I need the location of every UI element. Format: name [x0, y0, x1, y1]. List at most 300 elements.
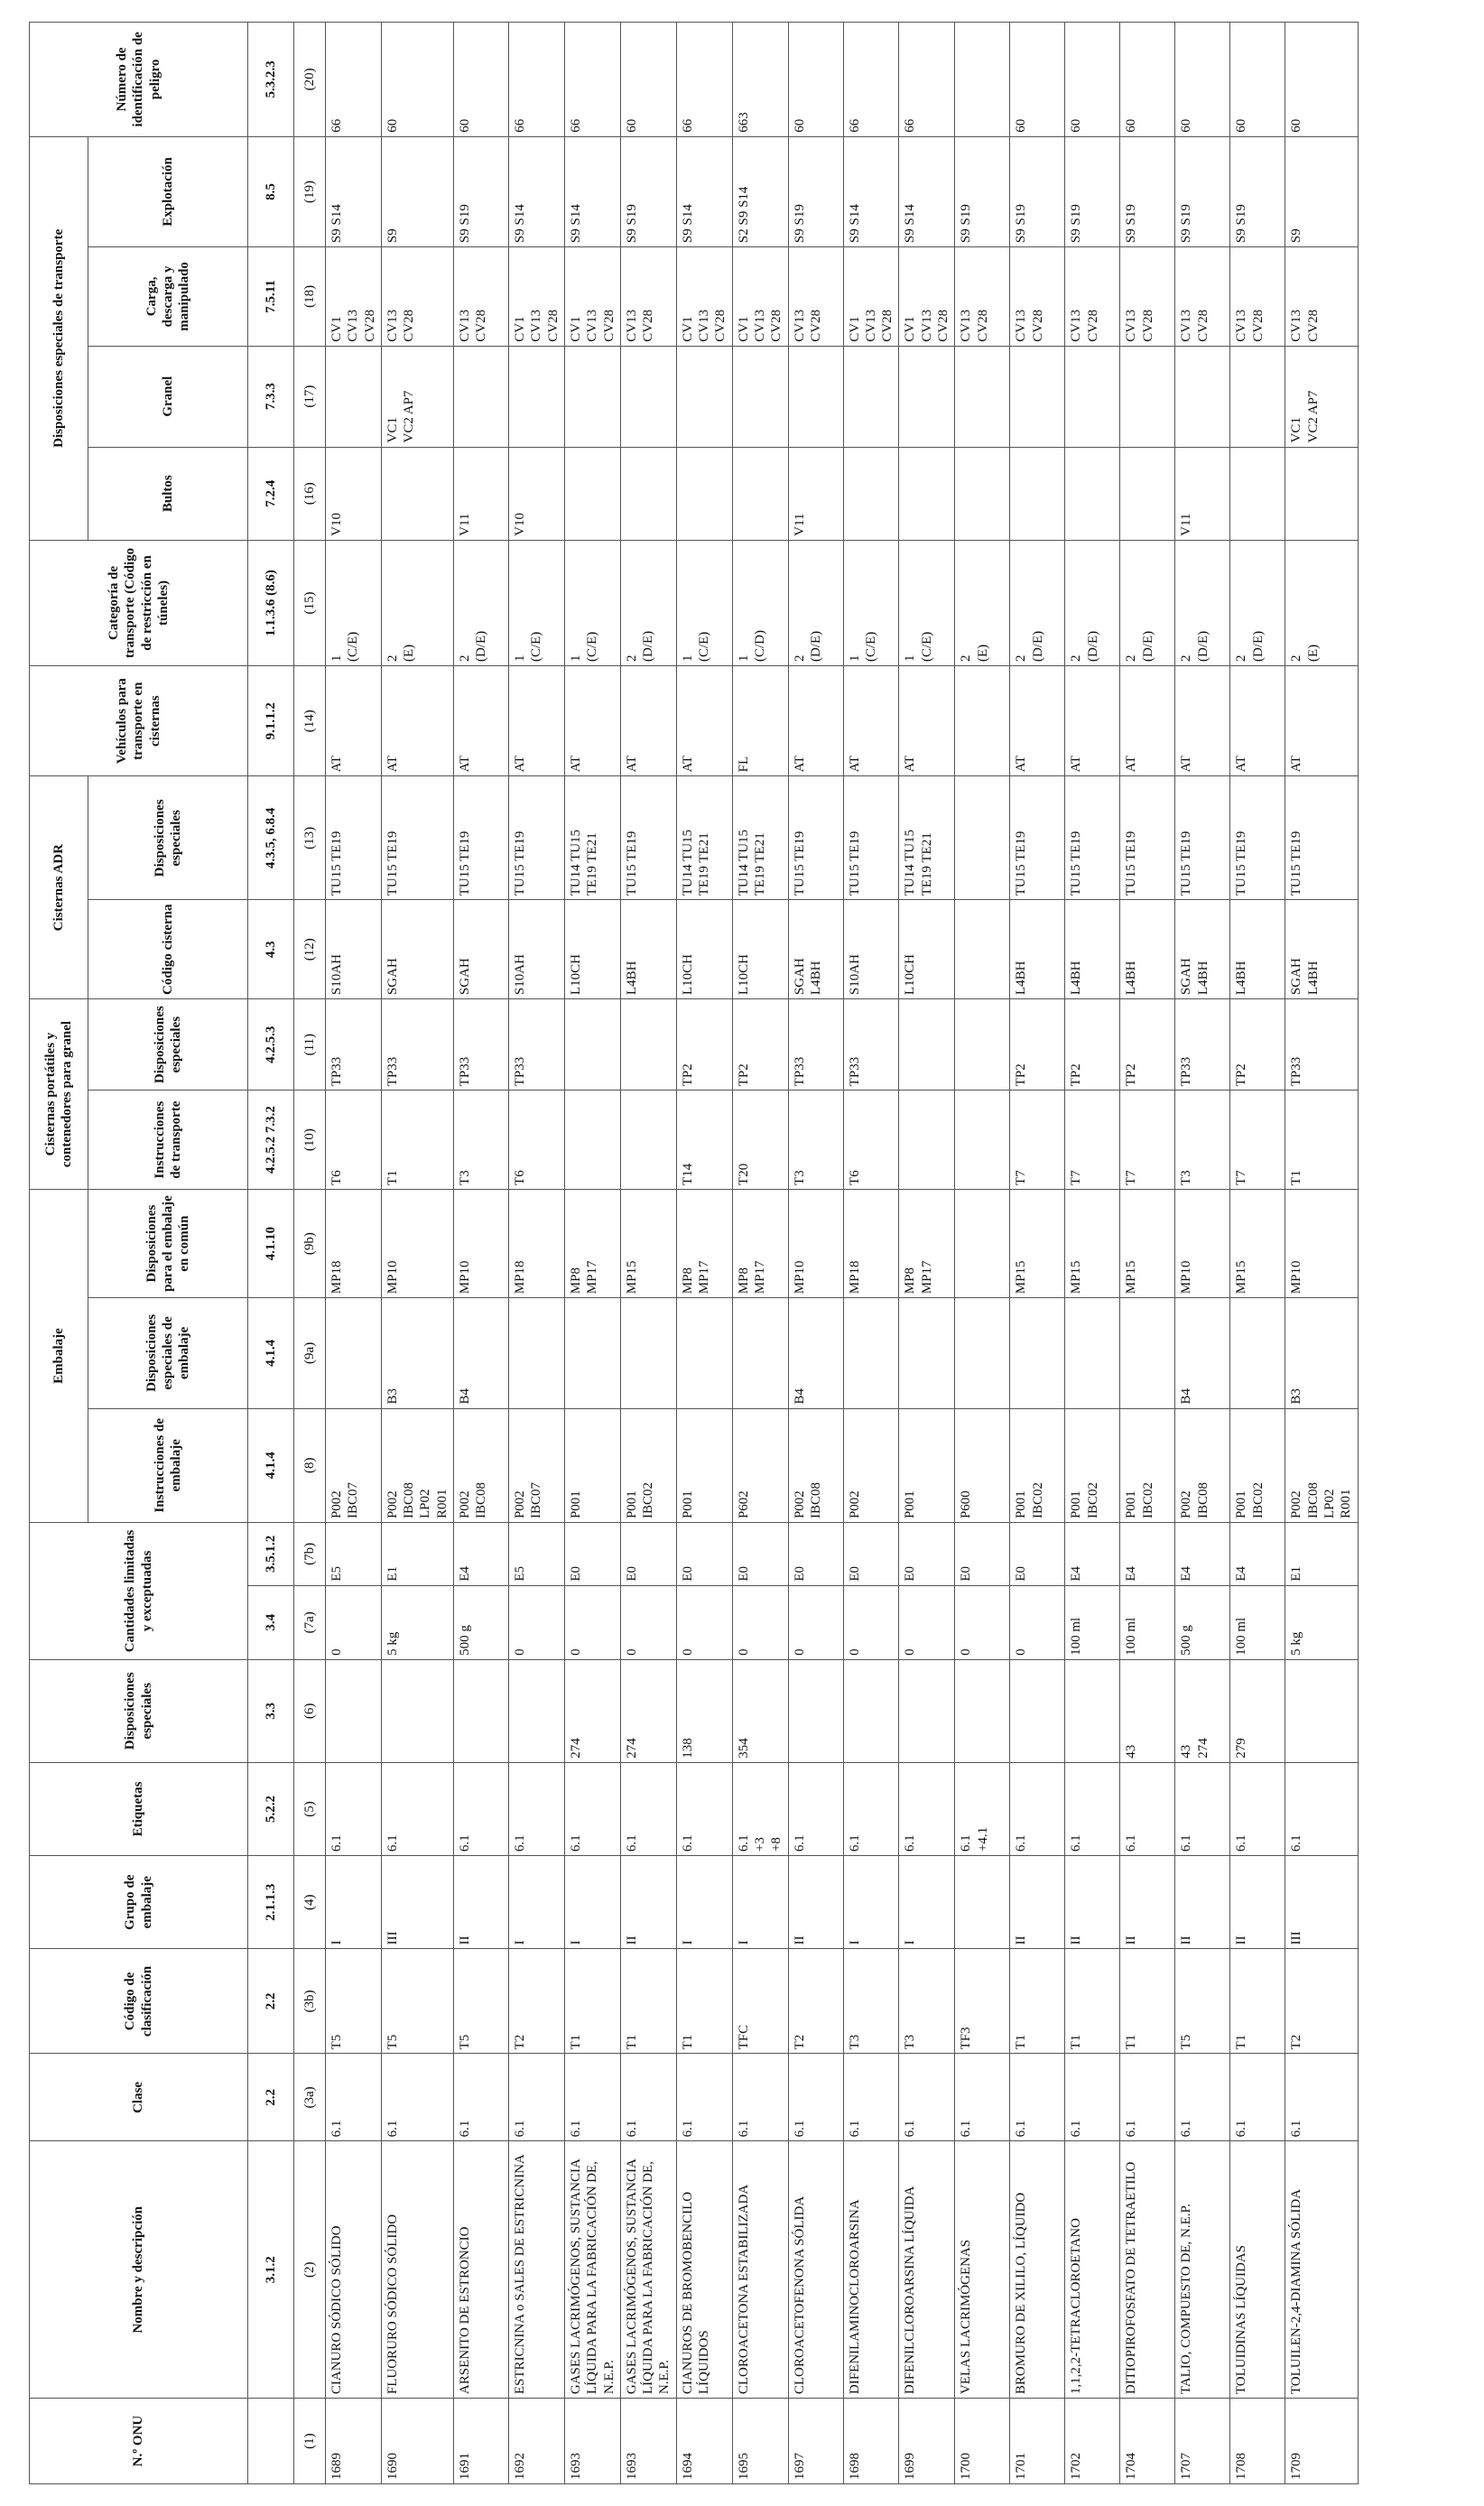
table-cell: T3 — [454, 1091, 509, 1190]
col-header-hin: Número de identificación de peligro — [30, 23, 248, 137]
table-row — [454, 23, 509, 2484]
table-cell: B4 — [788, 1298, 843, 1408]
col-header-pi: Instrucciones de embalaje — [88, 1408, 248, 1523]
column-number-cell: (7b) — [294, 1523, 326, 1586]
table-cell: GASES LACRIMÓGENOS, SUSTANCIA LÍQUIDA PARA LA FABRICACIÓN DE, N.E.P. — [620, 2141, 676, 2399]
table-cell — [564, 1298, 620, 1408]
table-cell: II — [454, 1856, 509, 1949]
col-header-vehicle: Vehículos para transporte en cisternas — [30, 666, 248, 776]
table-cell: II — [620, 1856, 676, 1949]
table-cell: B4 — [1175, 1298, 1230, 1408]
table-cell: 6.1 — [564, 2054, 620, 2141]
table-cell: 2 (D/E) — [1230, 540, 1285, 665]
table-cell — [676, 447, 732, 540]
table-cell: S9 S14 — [676, 136, 732, 246]
table-cell: T5 — [326, 1949, 382, 2054]
table-cell — [1065, 346, 1120, 447]
table-cell: AT — [381, 666, 453, 776]
column-number-cell: (9a) — [294, 1298, 326, 1408]
table-row — [676, 23, 732, 2484]
table-row — [509, 23, 565, 2484]
table-cell — [732, 1298, 788, 1408]
table-cell: T20 — [732, 1091, 788, 1190]
table-cell: AT — [1230, 666, 1285, 776]
table-cell — [1230, 1298, 1285, 1408]
table-cell — [1285, 447, 1358, 540]
table-cell: 1697 — [788, 2399, 843, 2484]
table-cell: T7 — [1230, 1091, 1285, 1190]
table-cell: L4BH — [1120, 900, 1175, 999]
table-cell: II — [1010, 1856, 1065, 1949]
table-cell: CLOROACETONA ESTABILIZADA — [732, 2141, 788, 2399]
col-header-packages: Bultos — [88, 447, 248, 540]
table-cell: S9 S19 — [454, 136, 509, 246]
table-cell: V10 — [509, 447, 565, 540]
table-cell: 2 (E) — [381, 540, 453, 665]
table-cell: 6.1 — [1120, 1762, 1175, 1855]
table-cell: I — [509, 1856, 565, 1949]
table-cell: 2 (D/E) — [1120, 540, 1175, 665]
reference-cell: 9.1.1.2 — [248, 666, 294, 776]
table-cell: 1707 — [1175, 2399, 1230, 2484]
table-cell: FL — [732, 666, 788, 776]
column-number-cell: (4) — [294, 1856, 326, 1949]
table-cell: AT — [1010, 666, 1065, 776]
column-number-cell: (8) — [294, 1408, 326, 1523]
table-cell: L4BH — [620, 900, 676, 999]
table-cell: ESTRICNINA o SALES DE ESTRICNINA — [509, 2141, 565, 2399]
column-number-cell: (17) — [294, 346, 326, 447]
reference-cell: 2.1.1.3 — [248, 1856, 294, 1949]
table-cell: 6.1 +4.1 — [955, 1762, 1010, 1855]
table-cell — [788, 346, 843, 447]
table-cell: CV13 CV28 — [1065, 247, 1120, 347]
table-cell — [509, 346, 565, 447]
table-cell — [326, 346, 382, 447]
table-cell: I — [676, 1856, 732, 1949]
col-header-un: N.º ONU — [30, 2399, 248, 2484]
table-cell: T6 — [326, 1091, 382, 1190]
table-cell — [1120, 1298, 1175, 1408]
table-cell: 60 — [1230, 23, 1285, 137]
col-header-spp: Disposiciones especiales de embalaje — [88, 1298, 248, 1408]
table-cell — [564, 999, 620, 1091]
table-cell: S9 S19 — [1065, 136, 1120, 246]
table-cell — [955, 23, 1010, 137]
table-cell: E5 — [326, 1523, 382, 1586]
table-cell — [509, 1298, 565, 1408]
table-cell: 100 ml — [1065, 1585, 1120, 1659]
table-cell: 6.1 — [1120, 2054, 1175, 2141]
table-cell: 6.1 — [1010, 1762, 1065, 1855]
column-number-cell: (15) — [294, 540, 326, 665]
table-cell: 66 — [676, 23, 732, 137]
table-cell — [620, 1091, 676, 1190]
table-cell: TFC — [732, 1949, 788, 2054]
table-cell: CV1 CV13 CV28 — [509, 247, 565, 347]
table-cell: 1693 — [620, 2399, 676, 2484]
table-cell: 274 — [564, 1659, 620, 1762]
column-number-cell: (18) — [294, 247, 326, 347]
table-cell: P001 — [564, 1408, 620, 1523]
table-cell: 6.1 — [326, 2054, 382, 2141]
table-cell: 0 — [955, 1585, 1010, 1659]
table-cell: TU15 TE19 — [1010, 776, 1065, 900]
table-cell: MP15 — [620, 1189, 676, 1297]
col-header-tank-sp: Disposiciones especiales — [88, 776, 248, 900]
reference-cell: 2.2 — [248, 1949, 294, 2054]
table-cell: 2 (D/E) — [788, 540, 843, 665]
table-cell: 1 (C/E) — [843, 540, 899, 665]
reference-cell: 8.5 — [248, 136, 294, 246]
col-header-lq: Cantidades limitadas y exceptuadas — [30, 1523, 248, 1660]
table-cell — [564, 1091, 620, 1190]
table-cell — [1065, 447, 1120, 540]
group-header-packaging: Embalaje — [30, 1189, 88, 1522]
table-cell: 6.1 — [381, 2054, 453, 2141]
table-cell — [732, 447, 788, 540]
table-cell: 2 (E) — [955, 540, 1010, 665]
table-cell: V11 — [788, 447, 843, 540]
table-cell: B3 — [1285, 1298, 1358, 1408]
table-cell: 1708 — [1230, 2399, 1285, 2484]
table-cell: I — [732, 1856, 788, 1949]
table-cell — [1065, 1298, 1120, 1408]
table-cell: 1 (C/D) — [732, 540, 788, 665]
column-number-cell: (19) — [294, 136, 326, 246]
table-cell: S9 — [1285, 136, 1358, 246]
table-cell — [1065, 1659, 1120, 1762]
table-cell: 5 kg — [381, 1585, 453, 1659]
table-cell: 60 — [454, 23, 509, 137]
table-cell: L4BH — [1010, 900, 1065, 999]
table-cell: II — [1120, 1856, 1175, 1949]
table-cell: 60 — [788, 23, 843, 137]
table-cell: 1 (C/E) — [326, 540, 382, 665]
col-header-sp: Disposiciones especiales — [30, 1659, 248, 1762]
table-cell: 60 — [381, 23, 453, 137]
table-cell: T1 — [1120, 1949, 1175, 2054]
table-cell: 6.1 — [788, 2054, 843, 2141]
table-cell: ARSENITO DE ESTRONCIO — [454, 2141, 509, 2399]
table-cell — [1120, 447, 1175, 540]
table-cell: L10CH — [564, 900, 620, 999]
table-cell: 60 — [620, 23, 676, 137]
table-cell: T3 — [843, 1949, 899, 2054]
table-cell: CV13 CV28 — [1120, 247, 1175, 347]
col-header-name: Nombre y descripción — [30, 2141, 248, 2399]
table-cell: T2 — [1285, 1949, 1358, 2054]
table-cell: 1704 — [1120, 2399, 1175, 2484]
table-cell: E4 — [454, 1523, 509, 1586]
table-cell: FLUORURO SÓDICO SÓLIDO — [381, 2141, 453, 2399]
table-cell: T5 — [381, 1949, 453, 2054]
table-body — [326, 23, 1359, 2484]
table-cell: E0 — [676, 1523, 732, 1586]
table-cell — [509, 1659, 565, 1762]
table-cell: 60 — [1010, 23, 1065, 137]
table-cell: S9 S19 — [1120, 136, 1175, 246]
table-cell: L4BH — [1065, 900, 1120, 999]
table-cell: III — [1285, 1856, 1358, 1949]
table-cell: CV13 CV28 — [620, 247, 676, 347]
table-cell: 6.1 — [1285, 1762, 1358, 1855]
table-cell — [843, 346, 899, 447]
table-cell: T6 — [843, 1091, 899, 1190]
table-row — [955, 23, 1010, 2484]
table-cell: T2 — [788, 1949, 843, 2054]
table-cell — [955, 1856, 1010, 1949]
table-cell: 354 — [732, 1659, 788, 1762]
column-number-cell: (10) — [294, 1091, 326, 1190]
table-cell: AT — [1120, 666, 1175, 776]
table-cell: 66 — [326, 23, 382, 137]
reference-cell: 5.3.2.3 — [248, 23, 294, 137]
table-cell: TP33 — [788, 999, 843, 1091]
table-cell: S9 S14 — [899, 136, 955, 246]
table-cell: MP8 MP17 — [564, 1189, 620, 1297]
table-cell: MP10 — [454, 1189, 509, 1297]
table-cell: P001 IBC02 — [1120, 1408, 1175, 1523]
col-header-mixed: Disposiciones para el embalaje en común — [88, 1189, 248, 1297]
table-cell: S9 S19 — [955, 136, 1010, 246]
table-row — [1175, 23, 1230, 2484]
table-cell: AT — [620, 666, 676, 776]
table-cell: TP2 — [1230, 999, 1285, 1091]
table-cell: MP8 MP17 — [676, 1189, 732, 1297]
table-cell: TF3 — [955, 1949, 1010, 2054]
table-cell: 6.1 — [381, 1762, 453, 1855]
table-cell: DIFENILCLOROARSINA LÍQUIDA — [899, 2141, 955, 2399]
table-cell — [1230, 346, 1285, 447]
group-header-adr: Cisternas ADR — [30, 776, 88, 999]
table-cell: 6.1 — [955, 2054, 1010, 2141]
table-cell: E0 — [843, 1523, 899, 1586]
table-cell — [955, 1298, 1010, 1408]
table-cell: P001 IBC02 — [620, 1408, 676, 1523]
table-cell: TP2 — [1010, 999, 1065, 1091]
table-cell — [381, 447, 453, 540]
reference-cell: 3.3 — [248, 1659, 294, 1762]
table-cell: T3 — [899, 1949, 955, 2054]
table-cell — [899, 447, 955, 540]
table-cell: TU15 TE19 — [620, 776, 676, 900]
table-cell: 1692 — [509, 2399, 565, 2484]
table-cell: TOLUILEN-2,4-DIAMINA SÓLIDA — [1285, 2141, 1358, 2399]
table-cell: 1 (C/E) — [899, 540, 955, 665]
reference-cell: 3.5.1.2 — [248, 1523, 294, 1586]
table-cell — [381, 1659, 453, 1762]
table-cell — [955, 900, 1010, 999]
table-cell: TP33 — [454, 999, 509, 1091]
table-cell: SGAH L4BH — [1285, 900, 1358, 999]
table-cell: V11 — [1175, 447, 1230, 540]
table-cell: 66 — [899, 23, 955, 137]
table-cell: AT — [843, 666, 899, 776]
table-cell — [955, 776, 1010, 900]
table-cell: 1690 — [381, 2399, 453, 2484]
table-cell: 2 (D/E) — [1175, 540, 1230, 665]
table-cell: MP8 MP17 — [732, 1189, 788, 1297]
table-cell: AT — [326, 666, 382, 776]
table-cell: MP10 — [1285, 1189, 1358, 1297]
table-cell — [843, 447, 899, 540]
column-number-row — [294, 23, 326, 2484]
table-cell: TP33 — [381, 999, 453, 1091]
table-cell: S9 S19 — [1010, 136, 1065, 246]
table-cell: 60 — [1065, 23, 1120, 137]
table-cell: 6.1 — [1230, 1762, 1285, 1855]
table-cell — [899, 1298, 955, 1408]
table-cell — [955, 447, 1010, 540]
table-cell — [1010, 1659, 1065, 1762]
table-cell: SGAH L4BH — [1175, 900, 1230, 999]
table-cell — [955, 1659, 1010, 1762]
table-cell: 1698 — [843, 2399, 899, 2484]
column-number-cell: (11) — [294, 999, 326, 1091]
table-row — [1120, 23, 1175, 2484]
column-number-cell: (1) — [294, 2399, 326, 2484]
table-cell — [620, 1298, 676, 1408]
table-cell: 0 — [843, 1585, 899, 1659]
table-cell: T6 — [509, 1091, 565, 1190]
table-cell: S2 S9 S14 — [732, 136, 788, 246]
table-cell — [955, 666, 1010, 776]
table-cell: 663 — [732, 23, 788, 137]
table-cell — [326, 1298, 382, 1408]
table-cell: TP2 — [1065, 999, 1120, 1091]
table-cell: 0 — [676, 1585, 732, 1659]
table-cell: 500 g — [454, 1585, 509, 1659]
reference-cell: 4.1.4 — [248, 1298, 294, 1408]
table-cell: 66 — [509, 23, 565, 137]
table-cell: CV13 CV28 — [381, 247, 453, 347]
column-number-cell: (20) — [294, 23, 326, 137]
table-cell: P002 IBC08 LP02 R001 — [1285, 1408, 1358, 1523]
table-cell: 1700 — [955, 2399, 1010, 2484]
table-cell: 6.1 — [1230, 2054, 1285, 2141]
table-cell: TP2 — [732, 999, 788, 1091]
table-cell: TU15 TE19 — [381, 776, 453, 900]
table-cell: L10CH — [899, 900, 955, 999]
table-cell: 0 — [899, 1585, 955, 1659]
table-cell: S9 S14 — [564, 136, 620, 246]
table-cell — [955, 999, 1010, 1091]
table-cell: 6.1 — [676, 2054, 732, 2141]
col-header-tcat: Categoría de transporte (Código de restricción en túneles) — [30, 540, 248, 665]
table-cell: AT — [1065, 666, 1120, 776]
table-cell: 2 (E) — [1285, 540, 1358, 665]
table-cell: I — [899, 1856, 955, 1949]
table-cell: 1709 — [1285, 2399, 1358, 2484]
table-cell: 0 — [509, 1585, 565, 1659]
table-cell: T1 — [676, 1949, 732, 2054]
table-cell: P001 — [899, 1408, 955, 1523]
table-cell: TU15 TE19 — [509, 776, 565, 900]
table-cell: P001 IBC02 — [1230, 1408, 1285, 1523]
table-row — [620, 23, 676, 2484]
table-cell: 6.1 — [454, 1762, 509, 1855]
table-cell — [955, 1091, 1010, 1190]
table-cell: S10AH — [509, 900, 565, 999]
table-cell: T1 — [620, 1949, 676, 2054]
table-cell: SGAH L4BH — [788, 900, 843, 999]
table-cell — [899, 999, 955, 1091]
table-cell: P002 IBC08 — [1175, 1408, 1230, 1523]
table-cell: I — [843, 1856, 899, 1949]
column-number-cell: (13) — [294, 776, 326, 900]
table-cell: 279 — [1230, 1659, 1285, 1762]
table-cell — [899, 1091, 955, 1190]
table-cell: TP33 — [843, 999, 899, 1091]
table-cell: P002 IBC08 — [788, 1408, 843, 1523]
table-cell: 274 — [620, 1659, 676, 1762]
table-cell: 6.1 — [1175, 2054, 1230, 2141]
table-cell: E4 — [1065, 1523, 1120, 1586]
table-cell: TU14 TU15 TE19 TE21 — [899, 776, 955, 900]
table-cell: 6.1 — [1065, 1762, 1120, 1855]
table-row — [381, 23, 453, 2484]
table-cell: CV1 CV13 CV28 — [326, 247, 382, 347]
table-cell: CV13 CV28 — [1285, 247, 1358, 347]
table-cell: AT — [1175, 666, 1230, 776]
col-header-operation: Explotación — [88, 136, 248, 246]
table-cell: P001 — [676, 1408, 732, 1523]
table-cell: 1 (C/E) — [509, 540, 565, 665]
table-cell: TU15 TE19 — [1065, 776, 1120, 900]
table-cell: 1691 — [454, 2399, 509, 2484]
table-cell: 0 — [620, 1585, 676, 1659]
table-cell: MP15 — [1120, 1189, 1175, 1297]
table-row — [843, 23, 899, 2484]
table-cell: I — [564, 1856, 620, 1949]
table-row — [1010, 23, 1065, 2484]
table-cell: CV13 CV28 — [454, 247, 509, 347]
table-cell: 6.1 — [1175, 1762, 1230, 1855]
table-cell: L4BH — [1230, 900, 1285, 999]
column-number-cell: (5) — [294, 1762, 326, 1855]
table-cell: S9 — [381, 136, 453, 246]
table-cell — [326, 1659, 382, 1762]
table-cell: T14 — [676, 1091, 732, 1190]
reference-cell: 7.5.11 — [248, 247, 294, 347]
table-cell — [1120, 346, 1175, 447]
reference-cell: 5.2.2 — [248, 1762, 294, 1855]
table-cell: E4 — [1120, 1523, 1175, 1586]
table-cell: MP10 — [788, 1189, 843, 1297]
table-row — [1230, 23, 1285, 2484]
table-cell: T7 — [1010, 1091, 1065, 1190]
rotated-table-wrapper — [29, 22, 1449, 2484]
table-cell: T1 — [564, 1949, 620, 2054]
table-cell: TU15 TE19 — [788, 776, 843, 900]
table-cell — [1010, 447, 1065, 540]
table-cell: VC1 VC2 AP7 — [1285, 346, 1358, 447]
table-cell — [899, 346, 955, 447]
table-row — [788, 23, 843, 2484]
table-cell: E1 — [381, 1523, 453, 1586]
table-cell: AT — [564, 666, 620, 776]
table-cell: 0 — [732, 1585, 788, 1659]
table-cell: 138 — [676, 1659, 732, 1762]
table-cell: B4 — [454, 1298, 509, 1408]
table-cell: AT — [788, 666, 843, 776]
table-cell: T5 — [1175, 1949, 1230, 2054]
table-cell: E1 — [1285, 1523, 1358, 1586]
reference-cell: 7.2.4 — [248, 447, 294, 540]
table-cell: T1 — [1065, 1949, 1120, 2054]
table-cell: 6.1 — [454, 2054, 509, 2141]
